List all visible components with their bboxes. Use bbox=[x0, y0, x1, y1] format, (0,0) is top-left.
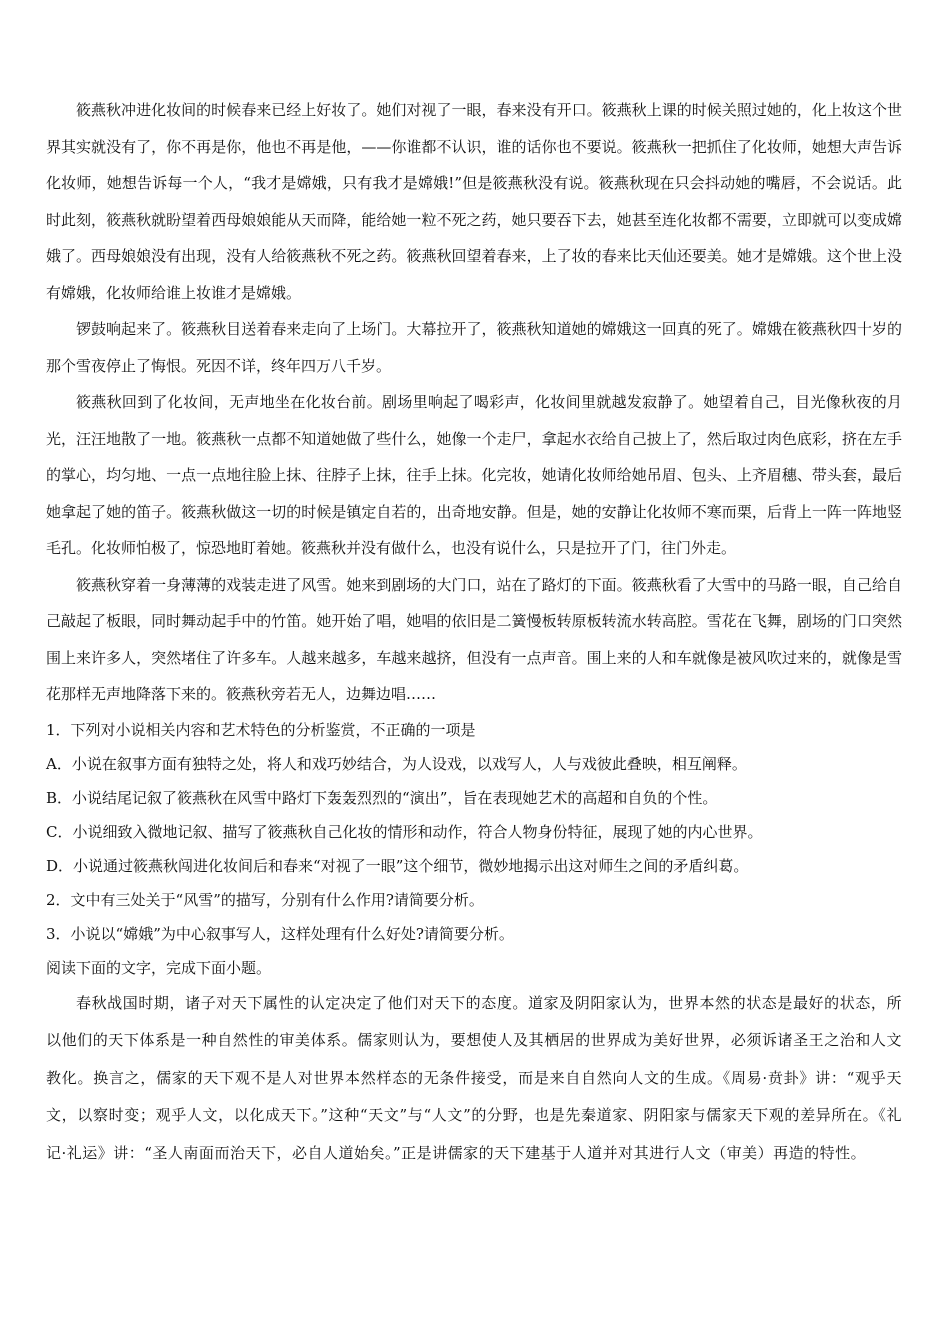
option-a: A．小说在叙事方面有独特之处，将人和戏巧妙结合，为人设戏，以戏写人，人与戏彼此叠映，相互阐释。 bbox=[46, 754, 747, 773]
question-3: 3．小说以“嫦娥”为中心叙事写人，这样处理有什么好处?请简要分析。 bbox=[46, 924, 514, 943]
reading-section-2 bbox=[46, 951, 902, 1173]
story-paragraph: 锣鼓响起来了。筱燕秋目送着春来走向了上场门。大幕拉开了，筱燕秋知道她的嫦娥这一回真的死了。嫦娥在筱燕秋四十岁的那个雪夜停止了悔恨。死因不详，终年四万八千岁。 bbox=[46, 320, 902, 375]
question-2: 2．文中有三处关于“风雪”的描写，分别有什么作用?请简要分析。 bbox=[46, 890, 484, 909]
essay-paragraph: 春秋战国时期，诸子对天下属性的认定决定了他们对天下的态度。道家及阴阳家认为，世界本然的状态是最好的状态，所以他们的天下体系是一种自然性的审美体系。儒家则认为，要想使人及其栖居的世界成为美好世界，必须诉诸圣王之治和人文教化。换言之，儒家的天下观不是人对世界本然样态的无条件接受，而是来自自然向人文的生成。《周易·贲卦》讲：“观乎天文，以察时变；观乎人文，以化成天下。”这种“天文”与“人文”的分野，也是先秦道家、阴阳家与儒家天下观的差异所在。《礼记·礼运》讲：“圣人南面而治天下，必自人道始矣。”正是讲儒家的天下建基于人道并对其进行人文（审美）再造的特性。 bbox=[46, 993, 902, 1162]
reading-instruction: 阅读下面的文字，完成下面小题。 bbox=[46, 958, 272, 977]
story-paragraph: 筱燕秋冲进化妆间的时候春来已经上好妆了。她们对视了一眼，春来没有开口。筱燕秋上课的时候关照过她的，化上妆这个世界其实就没有了，你不再是你，他也不再是他，——你谁都不认识，谁的话你也不要说。筱燕秋一把抓住了化妆师，她想大声告诉化妆师，她想告诉每一个人，“我才是嫦娥，只有我才是嫦娥!”但是筱燕秋没有说。筱燕秋现在只会抖动她的嘴唇，不会说话。此时此刻，筱燕秋就盼望着西母娘娘能从天而降，能给她一粒不死之药，她只要吞下去，她甚至连化妆都不需要，立即就可以变成嫦娥了。西母娘娘没有出现，没有人给筱燕秋不死之药。筱燕秋回望着春来，上了妆的春来比天仙还要美。她才是嫦娥。这个世上没有嫦娥，化妆师给谁上妆谁才是嫦娥。 bbox=[46, 101, 902, 302]
option-c: C．小说细致入微地记叙、描写了筱燕秋自己化妆的情形和动作，符合人物身份特征，展现了她的内心世界。 bbox=[46, 822, 763, 841]
option-b: B．小说结尾记叙了筱燕秋在风雪中路灯下轰轰烈烈的“演出”，旨在表现她艺术的高超和自负的个性。 bbox=[46, 788, 718, 807]
story-paragraph: 筱燕秋穿着一身薄薄的戏装走进了风雪。她来到剧场的大门口，站在了路灯的下面。筱燕秋看了大雪中的马路一眼，自己给自己敲起了板眼，同时舞动起手中的竹笛。她开始了唱，她唱的依旧是二簧慢板转原板转流水转高腔。雪花在飞舞，剧场的门口突然围上来许多人，突然堵住了许多车。人越来越多，车越来越挤，但没有一点声音。围上来的人和车就像是被风吹过来的，就像是雪花那样无声地降落下来的。筱燕秋旁若无人，边舞边唱…… bbox=[46, 575, 902, 703]
story-section bbox=[46, 92, 902, 713]
story-paragraph: 筱燕秋回到了化妆间，无声地坐在化妆台前。剧场里响起了喝彩声，化妆间里就越发寂静了。她望着自己，目光像秋夜的月光，汪汪地散了一地。筱燕秋一点都不知道她做了些什么，她像一个走尸，拿起水衣给自己披上了，然后取过肉色底彩，挤在左手的掌心，均匀地、一点一点地往脸上抹、往脖子上抹，往手上抹。化完妆，她请化妆师给她吊眉、包头、上齐眉穗、带头套，最后她拿起了她的笛子。筱燕秋做这一切的时候是镇定自若的，出奇地安静。但是，她的安静让化妆师不寒而栗，后背上一阵一阵地竖毛孔。化妆师怕极了，惊恐地盯着她。筱燕秋并没有做什么，也没有说什么，只是拉开了门，往门外走。 bbox=[46, 393, 902, 557]
question-1: 1．下列对小说相关内容和艺术特色的分析鉴赏，不正确的一项是 bbox=[46, 720, 476, 739]
option-d: D．小说通过筱燕秋闯进化妆间后和春来“对视了一眼”这个细节，微妙地揭示出这对师生之间的矛盾纠葛。 bbox=[46, 856, 749, 875]
questions-section bbox=[46, 713, 902, 951]
